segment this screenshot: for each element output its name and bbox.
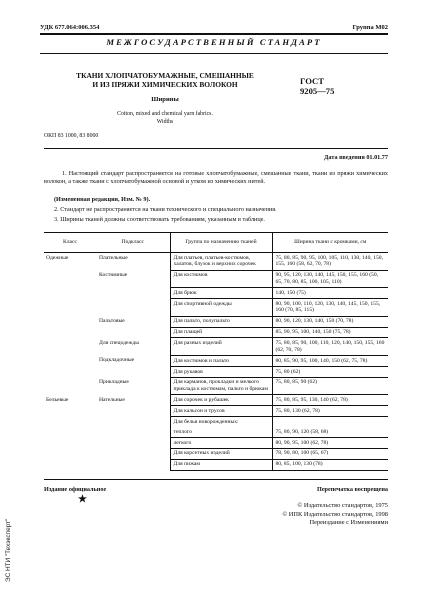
- width-cell: 80, 90, 120, 130, 140, 150 (70, 78): [272, 316, 388, 327]
- gost-label: ГОСТ: [300, 76, 324, 86]
- class-cell: [44, 417, 96, 427]
- group-cell: Для платьев, платьев-костюмов, халатов, блузок и верхних сорочек: [170, 253, 272, 271]
- class-cell: Одежные: [46, 254, 69, 261]
- paragraph-3: 3. Ширины тканей должны соответствовать требованиям, указанным в таблице.: [54, 216, 265, 223]
- group-cell: Для плащей: [170, 327, 272, 338]
- group-cell: Для брюк: [170, 288, 272, 299]
- group-cell: Для пижам: [170, 459, 272, 470]
- subclass-cell: [96, 406, 170, 417]
- header-rule: [40, 33, 388, 35]
- table-row: [44, 417, 388, 427]
- table-header-row: [44, 233, 388, 253]
- class-cell: [44, 316, 96, 327]
- width-cell: 85, 90, 95, 100, 140, 150 (75, 78): [272, 327, 388, 338]
- subclass-cell: [96, 327, 170, 338]
- copyright-1975: © Издательство стандартов, 1975: [297, 502, 388, 509]
- class-cell: [44, 366, 96, 377]
- table-row: [44, 395, 388, 406]
- table-row: [44, 338, 388, 356]
- subclass-cell: Подкладочные: [99, 357, 135, 364]
- table-row: [44, 356, 388, 367]
- footer-rule: [44, 479, 388, 480]
- standard-banner: МЕЖГОСУДАРСТВЕННЫЙ СТАНДАРТ: [106, 37, 322, 47]
- table-row: [44, 437, 388, 448]
- subclass-cell: [96, 299, 170, 317]
- star-icon: ★: [78, 494, 87, 505]
- subclass-cell: Костюмные: [99, 271, 128, 278]
- effective-date: Дата введения 01.01.77: [324, 154, 388, 161]
- width-cell: 80, 90, 100, 110, 120, 130, 140, 145, 150, 155, 160 (70, 85, 115): [272, 299, 388, 317]
- class-cell: [44, 299, 96, 317]
- class-cell: [44, 356, 96, 367]
- width-cell: 75, 80, 130 (62, 78): [272, 406, 388, 417]
- official-edition: Издание официальное: [44, 486, 107, 493]
- reissue-note: Переиздание с Изменениями: [309, 519, 388, 527]
- width-cell: 75, 80, 90, 120 (58, 68): [272, 427, 388, 437]
- header-group: Группа по назначению тканей: [170, 233, 272, 253]
- copyright-block: [282, 502, 388, 528]
- width-cell: 75, 80 (62): [272, 366, 388, 377]
- header-subclass: Подкласс: [96, 233, 170, 253]
- width-cell: 75, 80, 85, 95, 130, 140 (62, 78): [272, 395, 388, 406]
- class-cell: [44, 459, 96, 470]
- group-cell: легкого: [170, 437, 272, 448]
- table-row: [44, 270, 388, 288]
- class-cell: [44, 377, 96, 395]
- subclass-cell: Для спецодежды: [99, 339, 139, 346]
- paragraph-1: 1. Настоящий стандарт распространяется на готовые хлопчатобумажные, смешанные ткани, ткани из пряжи химических волокон, а также ткани с хлопчатобумажной основой и утком из химических нитей.: [44, 170, 388, 186]
- width-cell: 90, 95, 120, 130, 140, 145, 150, 155, 160 (50, 65, 70, 80, 85, 100, 105, 110): [272, 270, 388, 288]
- class-cell: [44, 270, 96, 288]
- subclass-cell: Прикладные: [99, 378, 129, 385]
- width-cell: 140, 150 (75): [272, 288, 388, 299]
- group-cell: Для рукавов: [170, 366, 272, 377]
- banner-rule: [40, 53, 388, 54]
- group-cell: Для пальто, полупальто: [170, 316, 272, 327]
- width-cell: 75, 80, 85, 90, 95, 100, 105, 110, 130, 140, 150, 155, 160 (58, 62, 70, 78): [272, 253, 388, 271]
- reprint-notice: Перепечатка воспрещена: [317, 486, 388, 493]
- table-row: [44, 427, 388, 437]
- sidebar-watermark: [3, 448, 12, 583]
- widths-table: [44, 232, 388, 471]
- english-title: [50, 111, 280, 127]
- title-line-2: И ИЗ ПРЯЖИ ХИМИЧЕСКИХ ВОЛОКОН: [92, 80, 238, 90]
- subclass-cell: [96, 417, 170, 427]
- gost-number: [300, 76, 334, 97]
- table-row: [44, 406, 388, 417]
- group-cell: Для костюмов: [170, 270, 272, 288]
- table-row: [44, 327, 388, 338]
- subclass-cell: [96, 288, 170, 299]
- header-class: Класс: [44, 233, 96, 253]
- group-cell: Для кальсон и трусов: [170, 406, 272, 417]
- class-cell: [44, 288, 96, 299]
- table-row: [44, 299, 388, 317]
- gost-code: 9205—75: [300, 86, 335, 97]
- class-cell: [44, 427, 96, 437]
- okp-code: ОКП 83 1000, 83 8000: [44, 133, 99, 139]
- group-cell: Для карманов, прокладки и мелкого приклада к костюмам, пальто и брюкам: [170, 377, 272, 395]
- subclass-cell: [96, 366, 170, 377]
- table-row: [44, 459, 388, 470]
- title-line-1: ТКАНИ ХЛОПЧАТОБУМАЖНЫЕ, СМЕШАННЫЕ: [76, 71, 254, 80]
- table-row: [44, 253, 388, 271]
- subclass-cell: [96, 448, 170, 459]
- subclass-cell: [96, 437, 170, 448]
- group-cell: Для костюмов и пальто: [170, 356, 272, 367]
- subclass-cell: Нательные: [99, 396, 125, 403]
- table-row: [44, 366, 388, 377]
- table-row: [44, 316, 388, 327]
- table-row: [44, 448, 388, 459]
- width-cell: 80, 85, 90, 95, 100, 140, 150 (62, 75, 78): [272, 356, 388, 367]
- subclass-cell: [96, 427, 170, 437]
- group-cell: Для корсетных изделий: [170, 448, 272, 459]
- group-cell: Для сорочек и рубашек: [170, 395, 272, 406]
- width-cell: 75, 80, 85, 90, 100, 110, 120, 140, 150, 155, 160 (62, 70, 78): [272, 338, 388, 356]
- subclass-cell: Пальтовые: [99, 317, 125, 324]
- subclass-cell: Плательные: [99, 254, 128, 261]
- width-cell: [272, 417, 388, 427]
- width-cell: 80, 85, 100, 130 (78): [272, 459, 388, 470]
- section-rule: [44, 148, 388, 149]
- class-cell: [44, 437, 96, 448]
- document-title: [50, 71, 280, 89]
- paragraph-2: 2. Стандарт не распространяется на ткани технического и специального назначения.: [54, 206, 277, 213]
- udk-code: УДК 677.064:006.354: [40, 24, 100, 31]
- width-cell: 78, 90, 80, 100 (65, 67): [272, 448, 388, 459]
- table-row: [44, 377, 388, 395]
- width-cell: 75, 80, 85, 90 (62): [272, 377, 388, 395]
- document-subtitle: Ширины: [151, 96, 179, 103]
- group-cell: Для разных изделий: [170, 338, 272, 356]
- group-cell: Для спортивной одежды: [170, 299, 272, 317]
- group-cell: Для белья новорожденных:: [170, 417, 272, 427]
- class-cell: [44, 406, 96, 417]
- header-width: Ширина ткани с кромками, см: [272, 233, 388, 253]
- copyright-1998: © ИПК Издательство стандартов, 1998: [282, 510, 388, 518]
- subclass-cell: [96, 459, 170, 470]
- class-cell: Бельевые: [46, 396, 69, 403]
- group-code: Группа М02: [352, 24, 388, 31]
- english-title-line-1: Cotton, mixed and chemical yarn fabrics.: [117, 111, 213, 117]
- english-title-line-2: Widths: [156, 118, 174, 125]
- width-cell: 80, 90, 95, 100 (62, 78): [272, 437, 388, 448]
- class-cell: [44, 338, 96, 356]
- sidebar-watermark-text: ЭС НТИ "Техэксперт": [5, 518, 12, 582]
- class-cell: [44, 327, 96, 338]
- group-cell: теплого: [170, 427, 272, 437]
- table-row: [44, 288, 388, 299]
- class-cell: [44, 448, 96, 459]
- amendment-note: (Измененная редакция, Изм. № 9).: [54, 196, 151, 203]
